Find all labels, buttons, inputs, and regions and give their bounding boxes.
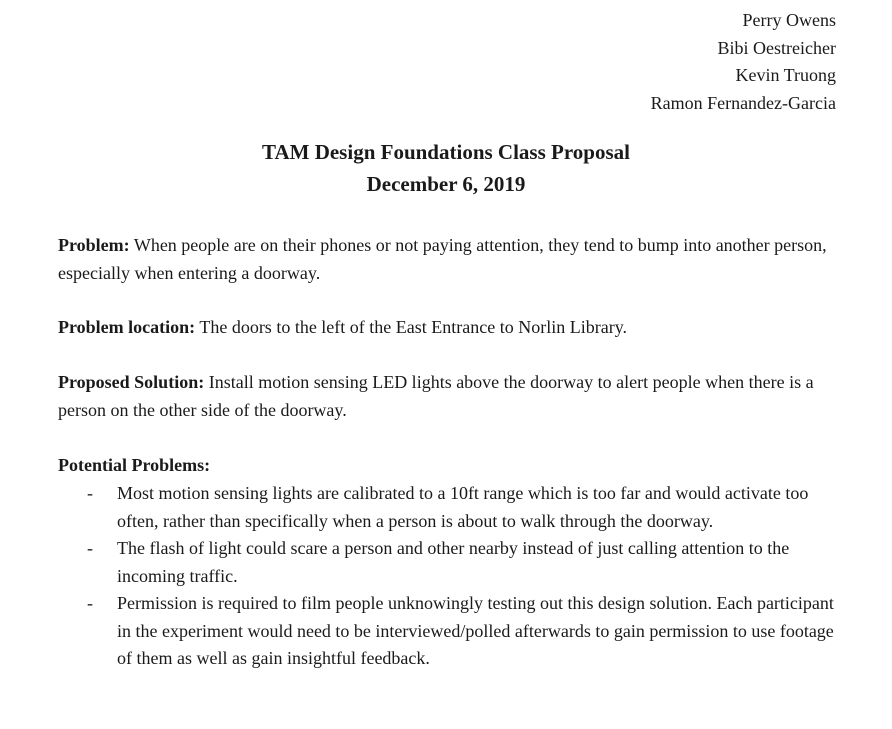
- author-name: Bibi Oestreicher: [717, 37, 836, 58]
- list-item-text: Permission is required to film people unknowingly testing out this design solution. Each participant in the experiment would need to be interviewed/polled afterwards to gain permission to use footage of them as well as gain insightful feedback.: [117, 593, 834, 668]
- document-title: TAM Design Foundations Class Proposal: [262, 140, 630, 164]
- solution-text: Install motion sensing LED lights above the doorway to alert people when there is a person on the other side of the doorway.: [58, 372, 814, 420]
- problem-text: When people are on their phones or not paying attention, they tend to bump into another person, especially when entering a doorway.: [58, 235, 827, 283]
- author-name: Perry Owens: [742, 10, 836, 30]
- title-block: [0, 136, 892, 200]
- location-paragraph: [58, 314, 848, 342]
- problem-paragraph: [58, 232, 848, 287]
- list-item-text: Most motion sensing lights are calibrated to a 10ft range which is too far and would activate too often, rather than specifically when a person is about to walk through the doorway.: [117, 483, 809, 531]
- location-label: Problem location:: [58, 317, 196, 337]
- author-list: [651, 7, 836, 117]
- location-text: The doors to the left of the East Entrance to Norlin Library.: [195, 317, 628, 337]
- problem-label: Problem:: [58, 235, 130, 255]
- bullet-dash: -: [87, 593, 93, 613]
- potential-problems-heading: [58, 452, 848, 480]
- author-name: Ramon Fernandez-Garcia: [650, 92, 836, 113]
- document-date: December 6, 2019: [366, 172, 526, 196]
- potential-problems-label: Potential Problems:: [58, 455, 211, 475]
- author-name: Kevin Truong: [735, 65, 836, 85]
- bullet-dash: -: [87, 483, 93, 503]
- potential-problems-list: [58, 480, 848, 673]
- list-item: [58, 535, 848, 590]
- list-item: [58, 480, 848, 535]
- list-item: [58, 590, 848, 673]
- bullet-dash: -: [87, 538, 93, 558]
- solution-paragraph: [58, 369, 848, 424]
- list-item-text: The flash of light could scare a person and other nearby instead of just calling attention to the incoming traffic.: [117, 538, 790, 586]
- solution-label: Proposed Solution:: [58, 372, 205, 392]
